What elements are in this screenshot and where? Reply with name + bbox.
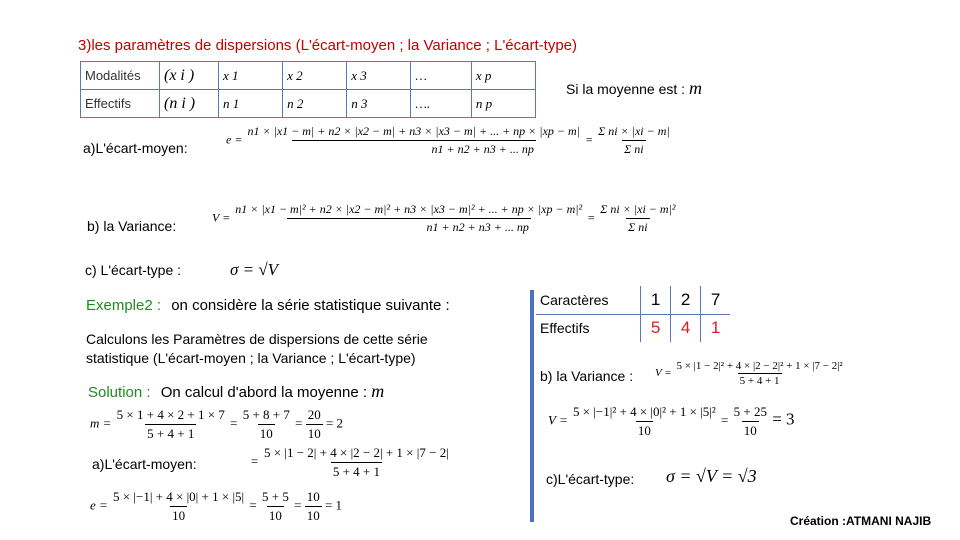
ecart-moyen-sum-fraction: [596, 124, 672, 157]
equals-sign: =: [294, 497, 302, 513]
sol-variance-lhs: V =: [655, 367, 672, 380]
fraction-numerator: n1 × |x1 − m| + n2 × |x2 − m| + n3 × |x3 − m| + ... + np × |xp − m|: [247, 124, 580, 138]
fraction-denominator: n1 + n2 + n3 + ... np: [287, 218, 531, 235]
fraction-numerator: 20: [307, 407, 321, 422]
cell: 1: [701, 314, 730, 342]
fraction-denominator: 10: [307, 426, 321, 441]
sol-variance-result: = 3: [772, 409, 795, 429]
equals-sign: =: [295, 415, 303, 431]
ecart-moyen-label: a)L'écart-moyen:: [83, 140, 188, 156]
sol-ecart-formula-1: [250, 445, 451, 480]
equals-sign: =: [587, 210, 596, 225]
effectifs-label: Effectifs: [536, 314, 641, 342]
cell: ….: [411, 90, 471, 118]
cell: 1: [641, 286, 671, 314]
cell: x 3: [347, 62, 411, 90]
cell: n 2: [283, 90, 347, 118]
sol-variance-fraction-3: [732, 404, 769, 439]
fraction-denominator: 10: [172, 508, 186, 523]
mean-fraction-1: [115, 407, 227, 442]
sol-variance-formula-1: [655, 360, 845, 387]
sum-denominator: Σ ni: [624, 142, 644, 156]
fraction-denominator: 10: [259, 426, 273, 441]
sol-ecart-label: a)L'écart-moyen:: [92, 456, 197, 472]
fraction-numerator: 5 × |1 − 2|² + 4 × |2 − 2|² + 1 × |7 − 2|²: [676, 360, 843, 372]
sol-variance-fraction-1: [674, 360, 844, 387]
sol-ecart-formula-2: [90, 489, 342, 524]
sol-variance-label: b) la Variance :: [540, 368, 634, 384]
sum-denominator: Σ ni: [628, 220, 648, 234]
modalites-table: [80, 61, 536, 118]
sol-variance-fraction-2: [571, 404, 718, 439]
cell: n 1: [219, 90, 283, 118]
mean-computation: [90, 407, 343, 442]
equals-sign: =: [721, 412, 729, 428]
cell: n p: [471, 90, 535, 118]
effectifs-symbol: (n i ): [160, 90, 219, 118]
fraction-denominator: n1 + n2 + n3 + ... np: [292, 140, 536, 157]
sum-numerator: Σ ni × |xi − m|²: [600, 202, 676, 216]
cell: 4: [671, 314, 701, 342]
mean-note: [566, 78, 702, 99]
fraction-numerator: 10: [306, 489, 320, 504]
effectifs-label: Effectifs: [81, 90, 160, 118]
ecart-type-label: c) L'écart-type :: [85, 262, 182, 278]
credit: Création :ATMANI NAJIB: [790, 514, 932, 528]
cell: 5: [641, 314, 671, 342]
example-table: [536, 286, 730, 342]
cell: x p: [471, 62, 535, 90]
fraction-denominator: 10: [637, 423, 651, 438]
fraction-denominator: 5 + 4 + 1: [332, 464, 380, 479]
ecart-moyen-lhs: e =: [226, 132, 243, 147]
sol-ecart-result: = 1: [324, 497, 343, 513]
solution-text: On calcul d'abord la moyenne :: [160, 384, 368, 401]
cell: x 1: [219, 62, 283, 90]
variance-sum-fraction: [598, 202, 677, 235]
equals-sign: =: [249, 497, 257, 513]
mean-result: = 2: [325, 415, 344, 431]
fraction-numerator: 5 × 1 + 4 × 2 + 1 × 7: [116, 407, 225, 422]
fraction-numerator: n1 × |x1 − m|² + n2 × |x2 − m|² + n3 × |x3 − m|² + ... + np × |xp − m|²: [235, 202, 583, 216]
exemple-line: [86, 297, 450, 314]
mean-lhs: m =: [90, 415, 112, 431]
cell: x 2: [283, 62, 347, 90]
equals-sign: =: [584, 132, 594, 147]
sol-ecart-fraction-1: [262, 445, 451, 480]
page-title: 3)les paramètres de dispersions (L'écart-moyen ; la Variance ; L'écart-type): [78, 37, 577, 54]
ecart-moyen-fraction: [245, 124, 582, 157]
sol-variance-formula-2: [548, 404, 795, 439]
solution-line: [88, 381, 384, 402]
modalites-symbol: (x i ): [160, 62, 219, 90]
sol-type-label: c)L'écart-type:: [546, 471, 635, 487]
equals-sign: =: [230, 415, 238, 431]
fraction-numerator: 5 + 25: [733, 404, 767, 419]
exemple-text: on considère la série statistique suivante :: [171, 297, 450, 314]
calc-line-1: Calculons les Paramètres de dispersions de cette série: [86, 331, 428, 347]
fraction-denominator: 10: [268, 508, 282, 523]
cell: 7: [701, 286, 730, 314]
sol-variance-lhs-2: V =: [548, 412, 568, 428]
fraction-numerator: 5 × |−1|² + 4 × |0|² + 1 × |5|²: [572, 404, 716, 419]
ecart-type-formula: σ = √V: [230, 260, 279, 279]
ecart-moyen-formula: [226, 124, 672, 157]
mean-fraction-3: [306, 407, 323, 442]
exemple-label: Exemple2 :: [86, 297, 162, 314]
sol-ecart-fraction-3: [260, 489, 291, 524]
sol-ecart-equals: =: [250, 453, 259, 469]
cell: n 3: [347, 90, 411, 118]
column-divider: [530, 290, 534, 522]
fraction-numerator: 5 × |−1| + 4 × |0| + 1 × |5|: [113, 489, 245, 504]
variance-formula: [212, 202, 677, 235]
variance-fraction: [233, 202, 584, 235]
mean-fraction-2: [241, 407, 292, 442]
sum-numerator: Σ ni × |xi − m|: [598, 124, 670, 138]
modalites-label: Modalités: [81, 62, 160, 90]
sol-ecart-fraction-2: [111, 489, 246, 524]
fraction-denominator: 10: [743, 423, 757, 438]
sol-ecart-lhs: e =: [90, 497, 108, 513]
variance-label: b) la Variance:: [87, 218, 177, 234]
caracteres-label: Caractères: [536, 286, 641, 314]
fraction-numerator: 5 × |1 − 2| + 4 × |2 − 2| + 1 × |7 − 2|: [264, 445, 449, 460]
cell: 2: [671, 286, 701, 314]
sol-ecart-fraction-4: [305, 489, 322, 524]
fraction-denominator: 5 + 4 + 1: [147, 426, 195, 441]
fraction-denominator: 5 + 4 + 1: [739, 375, 780, 387]
cell: …: [411, 62, 471, 90]
mean-symbol: m: [688, 78, 702, 98]
variance-lhs: V =: [212, 210, 231, 225]
fraction-numerator: 5 + 8 + 7: [242, 407, 290, 422]
fraction-numerator: 5 + 5: [262, 489, 289, 504]
fraction-denominator: 10: [306, 508, 320, 523]
mean-note-text: Si la moyenne est :: [566, 81, 686, 97]
solution-mean-symbol: m: [371, 381, 385, 401]
solution-label: Solution :: [88, 384, 151, 401]
calc-line-2: statistique (L'écart-moyen ; la Variance ; L'écart-type): [86, 350, 416, 366]
sol-type-formula: σ = √V = √3: [666, 466, 757, 486]
